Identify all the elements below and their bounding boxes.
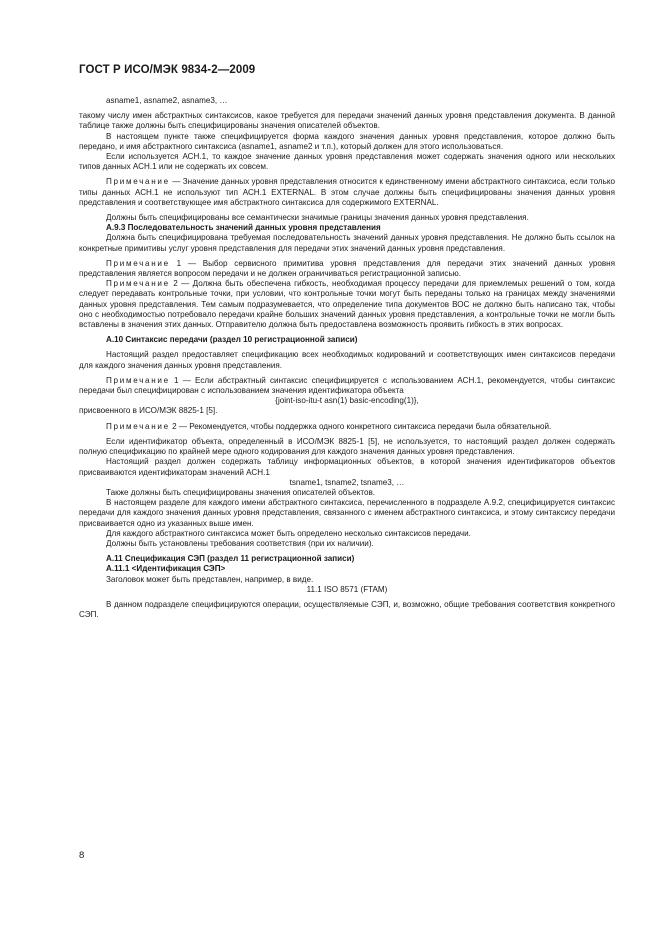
- note: [79, 279, 615, 330]
- note: [79, 376, 615, 396]
- note-lead: Примечание: [106, 177, 170, 187]
- note: [79, 177, 615, 208]
- section-heading: А.9.3 Последовательность значений данных уровня представления: [106, 223, 381, 233]
- body-paragraph: Для каждого абстрактного синтаксиса может быть определено несколько синтаксисов передачи.: [106, 528, 471, 538]
- body-paragraph: Настоящий раздел предоставляет спецификацию всех необходимых кодирований и соответствующих имен синтаксисов передачи для каждого значения данных уровня представления.: [79, 350, 615, 370]
- formula-line: 11.1 ISO 8571 (FTAM): [306, 584, 388, 594]
- page-body: [79, 96, 615, 620]
- body-paragraph: Должны быть установлены требования соответствия (при их наличии).: [106, 538, 374, 548]
- running-header: ГОСТ Р ИСО/МЭК 9834-2—2009: [79, 64, 256, 76]
- asname-list: asname1, asname2, asname3, …: [106, 96, 228, 105]
- note-lead: Примечание: [106, 375, 170, 385]
- body-paragraph: присвоенного в ИСО/МЭК 8825-1 [5].: [79, 406, 218, 416]
- subsection-heading: А.11.1 <Идентификация СЭП>: [106, 564, 226, 574]
- note-text: 1 — Выбор сервисного примитива уровня представления для передачи этих значений данных уровня представления является вопросом передачи и не должен ограничиваться регистрационной записью.: [79, 258, 615, 279]
- body-paragraph: Заголовок может быть представлен, например, в виде.: [106, 574, 314, 584]
- note: [79, 422, 615, 432]
- formula-line: {joint-iso-itu-t asn(1) basic-encoding(1)},: [275, 396, 419, 406]
- note-lead: Примечание: [106, 421, 170, 431]
- body-paragraph: такому числу имен абстрактных синтаксисов, какое требуется для передачи значений данных уровня представления документа. В данной таблице также должны быть специфицированы значения описателей объектов.: [79, 111, 615, 131]
- note-lead: Примечание: [106, 258, 170, 268]
- note-lead: Примечание: [106, 279, 170, 289]
- page-number: 8: [79, 850, 85, 861]
- note-text: 2 — Должна быть обеспечена гибкость, необходимая процессу передачи для приемлемых решений о том, когда следует передавать контрольные точки, при условии, что контрольные точки могут быть переданы только на границах между значениями данных уровня представления. Тем самым подразумевается, что определение типа документов ВОС не должно быть написано так, чтобы оно с необходимостью потребовало передачи крайне больших значений данных уровня представления, а контрольные точки не могли быть вставлены в значения этих данных. Отправителю должна быть предоставлена возможность проявить гибкость в этих вопросах.: [79, 279, 615, 330]
- body-paragraph: Должны быть специфицированы все семантически значимые границы значения данных уровня представления.: [106, 213, 529, 223]
- note-text: 2 — Рекомендуется, чтобы поддержка одного конкретного синтаксиса передачи была обязательной.: [169, 421, 552, 431]
- body-paragraph: Настоящий раздел должен содержать таблицу информационных объектов, в которой значения идентификаторов объектов присваиваются идентификаторам значений АСН.1: [79, 457, 615, 477]
- body-paragraph: Если идентификатор объекта, определенный в ИСО/МЭК 8825-1 [5], не используется, то настоящий раздел должен содержать полную спецификацию по крайней мере одного кодирования для каждого значения данных уровня представления.: [79, 436, 615, 457]
- note-text: — Значение данных уровня представления относится к единственному имени абстрактного синтаксиса, если только типы данных АСН.1 не используют тип АСН.1 EXTERNAL. В этом случае должны быть специфицированы значения данных уровня представления и соответствующее имя абстрактного синтаксиса для содержимого EXTERNAL.: [79, 177, 615, 207]
- note-text: 1 — Если абстрактный синтаксис специфицируется с использованием АСН.1, рекомендуется, чтобы синтаксис передачи был специфицирован с использованием значения идентификатора объекта: [79, 375, 615, 396]
- tsname-list: tsname1, tsname2, tsname3, …: [289, 477, 405, 487]
- body-paragraph: В данном подразделе специфицируются операции, осуществляемые СЭП, и, возможно, общие требования соответствия конкретного СЭП.: [79, 599, 615, 620]
- body-paragraph: Также должны быть специфицированы значения описателей объектов.: [106, 487, 375, 497]
- section-heading: А.10 Синтаксис передачи (раздел 10 регистрационной записи): [106, 335, 358, 345]
- body-paragraph: Если используется АСН.1, то каждое значение данных уровня представления может содержать значения одного или нескольких типов данных АСН.1 или не содержать их совсем.: [79, 152, 615, 172]
- body-paragraph: В настоящем разделе для каждого имени абстрактного синтаксиса, перечисленного в подразделе А.9.2, специфицируется синтаксис передачи для каждого значения данных уровня представления, связанного с именем абстрактного синтаксиса, и этому синтаксису передачи присваивается одно из указанных выше имен.: [79, 498, 615, 528]
- section-heading: А.11 Спецификация СЭП (раздел 11 регистрационной записи): [106, 554, 355, 564]
- body-paragraph: Должна быть специфицирована требуемая последовательность значений данных уровня представления. Не должно быть ссылок на конкретные примитивы услуг уровня представления для передачи этих значений данных уровня представления.: [79, 233, 615, 253]
- note: [79, 259, 615, 279]
- body-paragraph: В настоящем пункте также специфицируется форма каждого значения данных уровня представления, которое должно быть передано, и имя абстрактного синтаксиса (asname1, asname2 и т.п.), который должен для этого использоваться.: [79, 131, 615, 151]
